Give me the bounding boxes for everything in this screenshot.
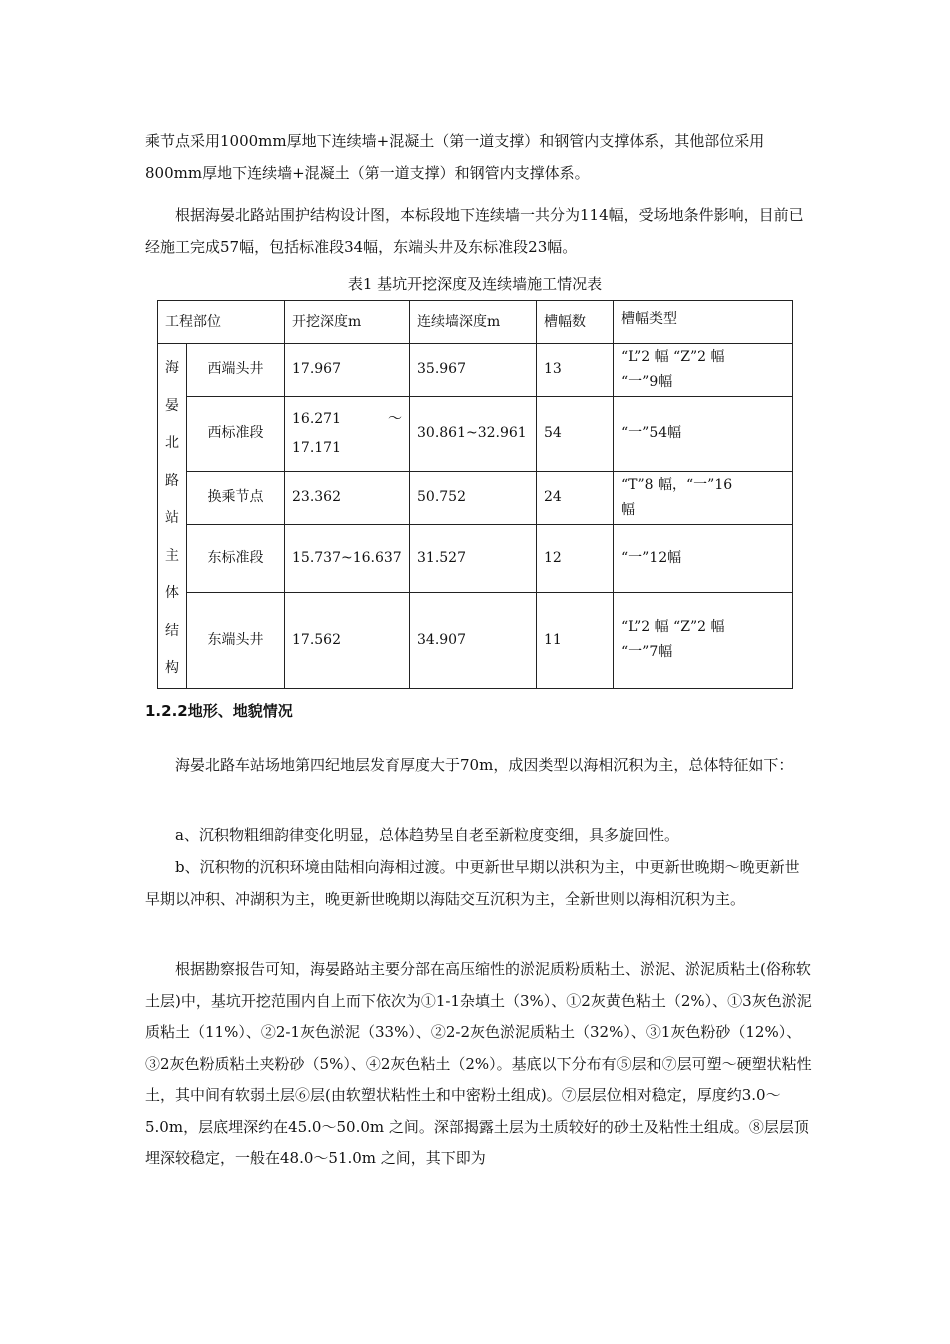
type-line: “一”54幅 (621, 425, 682, 442)
type-line: 幅 (621, 501, 635, 518)
type-line: “一”9幅 (621, 373, 673, 390)
type-line: “L”2 幅 “Z”2 幅 (621, 619, 725, 636)
type-line: “L”2 幅 “Z”2 幅 (621, 348, 725, 365)
side-label-char: 主 (165, 547, 179, 564)
table-row (158, 344, 793, 397)
depth-cell: 17.562 (285, 593, 410, 689)
paragraph-survey-report: 根据勘察报告可知，海晏路站主要分部在高压缩性的淤泥质粉质粘土、淤泥、淤泥质粘土(俗称软土层)中，基坑开挖范围内自上而下依次为①1-1杂填土（3%）、①2灰黄色粘土（2%）、①3灰色淤泥质粘土（11%）、②2-1灰色淤泥（33%）、②2-2灰色淤泥质粘土（32%）、③1灰色粉砂（12%）、③2灰色粉质粘土夹粉砂（5%）、④2灰色粘土（2%）。基底以下分布有⑤层和⑦层可塑～硬塑状粘性土，其中间有软弱土层⑥层(由软塑状粘性土和中密粉土组成)。⑦层层位相对稳定，厚度约3.0～5.0m，层底埋深约在45.0～50.0m 之间。深部揭露土层为土质较好的砂土及粘性土组成。⑧层层顶埋深较稳定，一般在48.0～51.0m 之间，其下即为 (145, 960, 812, 1167)
part-cell: 东端头井 (187, 593, 285, 689)
side-label-char: 构 (165, 660, 179, 676)
type-line: “T”8 幅，“一”16 (621, 476, 733, 493)
side-label-char: 晏 (165, 397, 179, 414)
count-cell: 12 (537, 524, 614, 592)
construction-table (157, 300, 793, 689)
depth-max: 17.171 (292, 439, 341, 456)
wall-depth-cell: 50.752 (410, 471, 537, 524)
type-cell (614, 471, 793, 524)
table-caption: 表1 基坑开挖深度及连续墙施工情况表 (347, 275, 603, 293)
table-header-row (158, 301, 793, 344)
paragraph-wall-count: 根据海晏北路站围护结构设计图，本标段地下连续墙一共分为114幅，受场地条件影响，目前已经施工完成57幅，包括标准段34幅，东端头井及东标准段23幅。 (145, 206, 804, 256)
header-excavation-depth: 开挖深度m (285, 301, 410, 344)
paragraph-feature-a: a、沉积物粗细韵律变化明显，总体趋势呈自老至新粒度变细，具多旋回性。 (175, 826, 679, 844)
header-wall-depth: 连续墙深度m (410, 301, 537, 344)
side-label-char: 体 (165, 585, 179, 601)
header-panel-type: 槽幅类型 (614, 301, 793, 344)
table-row (158, 524, 793, 592)
header-panel-count: 槽幅数 (537, 301, 614, 344)
wall-depth-cell: 30.861~32.961 (410, 396, 537, 471)
section-heading: 1.2.2地形、地貌情况 (145, 702, 293, 720)
count-cell: 54 (537, 396, 614, 471)
count-cell: 11 (537, 593, 614, 689)
wall-depth-cell: 34.907 (410, 593, 537, 689)
side-label-char: 结 (165, 622, 179, 639)
header-project-part: 工程部位 (158, 301, 285, 344)
type-cell (614, 593, 793, 689)
count-cell: 13 (537, 344, 614, 397)
part-cell: 东标准段 (187, 524, 285, 592)
type-cell (614, 344, 793, 397)
part-cell: 换乘节点 (187, 471, 285, 524)
table-row (158, 471, 793, 524)
part-cell: 西标准段 (187, 396, 285, 471)
depth-min: 16.271 (292, 410, 341, 427)
side-label-char: 站 (165, 510, 179, 526)
type-line: “一”12幅 (621, 549, 682, 566)
table-row (158, 396, 793, 471)
side-label-char: 北 (165, 435, 179, 451)
type-line: “一”7幅 (621, 644, 673, 661)
side-label-char: 路 (165, 472, 179, 489)
paragraph-strata-intro: 海晏北路车站场地第四纪地层发育厚度大于70m，成因类型以海相沉积为主，总体特征如下： (175, 756, 794, 774)
paragraph-feature-b: b、沉积物的沉积环境由陆相向海相过渡。中更新世早期以洪积为主，中更新世晚期～晚更新世早期以冲积、冲湖积为主，晚更新世晚期以海陆交互沉积为主，全新世则以海相沉积为主。 (145, 858, 800, 908)
depth-cell: 15.737~16.637 (285, 524, 410, 592)
type-cell (614, 396, 793, 471)
depth-cell: 17.967 (285, 344, 410, 397)
depth-cell: 23.362 (285, 471, 410, 524)
depth-range-separator: ～ (388, 410, 402, 427)
side-label-cell (158, 344, 187, 689)
type-cell (614, 524, 793, 592)
depth-range-top (292, 407, 402, 432)
part-cell: 西端头井 (187, 344, 285, 397)
side-label-char: 海 (165, 360, 179, 376)
paragraph-support-system: 乘节点采用1000mm厚地下连续墙+混凝土（第一道支撑）和钢管内支撑体系，其他部位采用800mm厚地下连续墙+混凝土（第一道支撑）和钢管内支撑体系。 (145, 132, 765, 182)
count-cell: 24 (537, 471, 614, 524)
wall-depth-cell: 31.527 (410, 524, 537, 592)
wall-depth-cell: 35.967 (410, 344, 537, 397)
table-row (158, 593, 793, 689)
depth-cell (285, 396, 410, 471)
